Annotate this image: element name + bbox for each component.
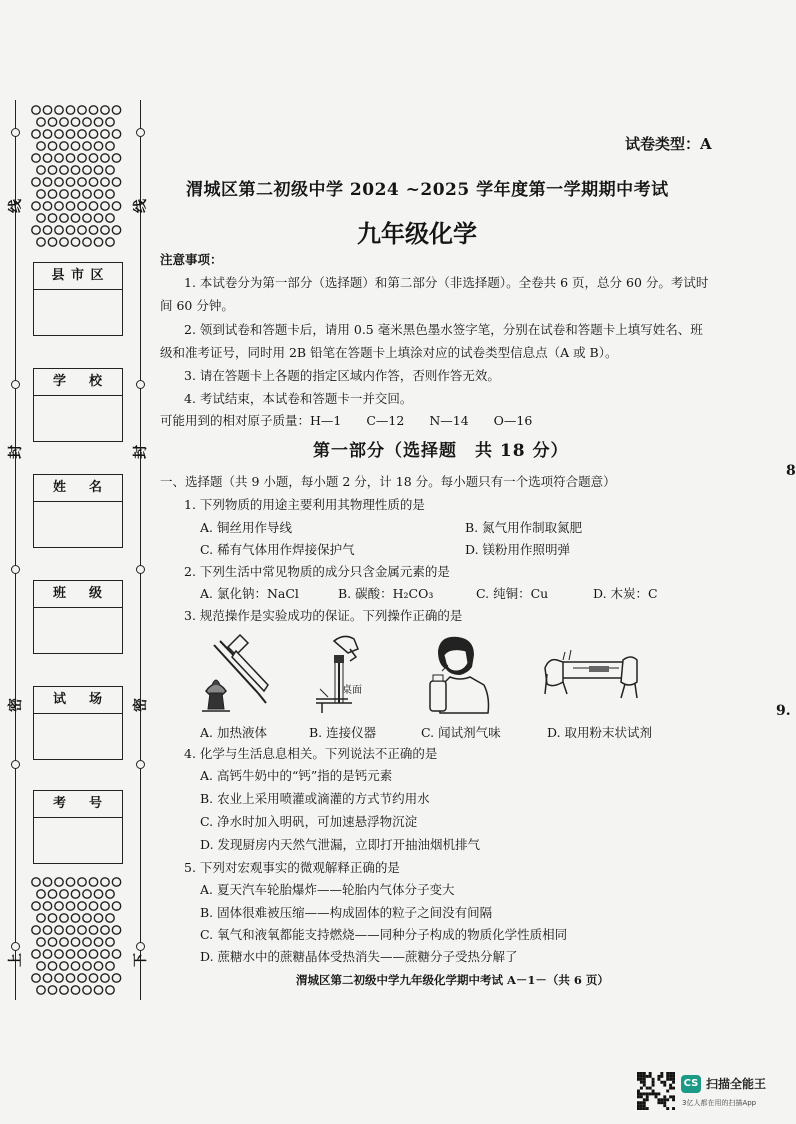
- cs-logo-icon: CS: [681, 1075, 701, 1093]
- question-4-option-a: A. 高钙牛奶中的“钙”指的是钙元素: [200, 768, 393, 783]
- subject-title: 九年级化学: [357, 219, 477, 248]
- page-footer: 渭城区第二初级中学九年级化学期中考试 A－1－（共 6 页）: [296, 973, 609, 987]
- notice-line: 2. 领到试卷和答题卡后，请用 0.5 毫米黑色墨水签字笔，分别在试卷和答题卡上填写姓名、班: [184, 322, 703, 337]
- field-number-box[interactable]: [33, 790, 123, 864]
- scanner-app-tagline: 3亿人都在用的扫描App: [682, 1099, 757, 1107]
- binding-ring: [11, 565, 20, 574]
- atomic-mass: 可能用到的相对原子质量：H—1 C—12 N—14 O—16: [160, 413, 533, 428]
- seal-char-right: 密: [133, 698, 149, 712]
- question-4-option-c: C. 净水时加入明矾，可加速悬浮物沉淀: [200, 814, 418, 829]
- qr-code-icon: [637, 1072, 675, 1110]
- question-4-option-d: D. 发现厨房内天然气泄漏，立即打开抽油烟机排气: [200, 837, 481, 852]
- field-county-box[interactable]: [33, 262, 123, 336]
- seal-char-right: 线: [133, 199, 149, 213]
- question-5-option-c: C. 氧气和液氧都能支持燃烧——同种分子构成的物质化学性质相同: [200, 927, 568, 942]
- field-class-box[interactable]: [33, 580, 123, 654]
- notice-line: 级和准考证号，同时用 2B 铅笔在答题卡上填涂对应的试卷类型信息点（A 或 B）。: [160, 345, 618, 360]
- question-3-option-a: A. 加热液体: [200, 725, 267, 740]
- desk-label: 桌面: [342, 685, 362, 696]
- notice-line: 4. 考试结束，本试卷和答题卡一并交回。: [184, 391, 413, 406]
- question-5-option-a: A. 夏天汽车轮胎爆炸——轮胎内气体分子变大: [200, 882, 455, 897]
- question-1-option-c: C. 稀有气体用作焊接保护气: [200, 542, 355, 557]
- scanner-app-name: 扫描全能王: [706, 1077, 767, 1091]
- figure-connecting-apparatus: [312, 633, 386, 715]
- notice-line: 3. 请在答题卡上各题的指定区域内作答，否则作答无效。: [184, 368, 500, 383]
- field-school-label: 学 校: [34, 369, 122, 396]
- question-2-option-c: C. 纯铜：Cu: [476, 586, 549, 601]
- question-5-option-b: B. 固体很难被压缩——构成固体的粒子之间没有间隔: [200, 905, 493, 920]
- binding-ring: [136, 380, 145, 389]
- seal-char-right: 封: [133, 445, 149, 459]
- question-3-option-c: C. 闻试剂气味: [421, 725, 501, 740]
- seal-char-left: 封: [8, 445, 24, 459]
- binding-ring: [136, 128, 145, 137]
- seal-char-left: 线: [8, 199, 24, 213]
- field-class-label: 班 级: [34, 581, 122, 608]
- field-room-label: 试 场: [34, 687, 122, 714]
- section-intro: 一、选择题（共 9 小题，每小题 2 分，计 18 分。每小题只有一个选项符合题意）: [160, 474, 616, 489]
- question-4-stem: 4. 化学与生活息息相关。下列说法不正确的是: [184, 746, 438, 761]
- binding-ring: [11, 128, 20, 137]
- edge-mark-top: 8: [786, 463, 796, 479]
- question-2-option-b: B. 碳酸：H₂CO₃: [338, 586, 434, 601]
- binding-ring: [136, 942, 145, 951]
- seal-char-right: 下: [133, 953, 149, 967]
- question-2-option-d: D. 木炭：C: [593, 586, 658, 601]
- field-school-box[interactable]: [33, 368, 123, 442]
- question-1-option-b: B. 氮气用作制取氮肥: [465, 520, 583, 535]
- edge-mark-mid: 9.: [776, 703, 791, 719]
- figure-powder-reagent: [543, 648, 639, 704]
- question-5-option-d: D. 蔗糖水中的蔗糖晶体受热消失——蔗糖分子受热分解了: [200, 949, 518, 964]
- field-name-box[interactable]: [33, 474, 123, 548]
- figure-heating-liquid: [200, 633, 280, 715]
- paper-type: 试卷类型：A: [625, 135, 712, 153]
- figure-smelling-reagent: [420, 633, 490, 715]
- notice-line: 间 60 分钟。: [160, 298, 234, 313]
- question-5-stem: 5. 下列对宏观事实的微观解释正确的是: [184, 860, 400, 875]
- binding-ring: [136, 565, 145, 574]
- seal-char-left: 上: [8, 953, 24, 967]
- notice-heading: 注意事项：: [160, 252, 223, 267]
- binding-ring: [11, 760, 20, 769]
- field-name-label: 姓 名: [34, 475, 122, 502]
- question-1-stem: 1. 下列物质的用途主要利用其物理性质的是: [184, 497, 425, 512]
- question-3-option-d: D. 取用粉末状试剂: [547, 725, 653, 740]
- field-number-label: 考 号: [34, 791, 122, 818]
- question-1-option-d: D. 镁粉用作照明弹: [465, 542, 571, 557]
- section-title: 第一部分（选择题 共 18 分）: [313, 441, 569, 461]
- question-3-option-b: B. 连接仪器: [309, 725, 377, 740]
- question-4-option-b: B. 农业上采用喷灌或滴灌的方式节约用水: [200, 791, 430, 806]
- binding-ring: [136, 760, 145, 769]
- notice-line: 1. 本试卷分为第一部分（选择题）和第二部分（非选择题）。全卷共 6 页，总分 60 分。考试时: [184, 275, 709, 290]
- dot-pattern-bottom: [30, 876, 122, 996]
- binding-ring: [11, 380, 20, 389]
- question-1-option-a: A. 铜丝用作导线: [200, 520, 292, 535]
- binding-ring: [11, 942, 20, 951]
- exam-title: 渭城区第二初级中学 2024 ~2025 学年度第一学期期中考试: [186, 180, 669, 200]
- field-room-box[interactable]: [33, 686, 123, 760]
- seal-char-left: 密: [8, 698, 24, 712]
- question-2-option-a: A. 氯化钠：NaCl: [200, 586, 299, 601]
- question-3-stem: 3. 规范操作是实验成功的保证。下列操作正确的是: [184, 608, 463, 623]
- question-2-stem: 2. 下列生活中常见物质的成分只含金属元素的是: [184, 564, 450, 579]
- field-county-label: 县 市 区: [34, 263, 122, 290]
